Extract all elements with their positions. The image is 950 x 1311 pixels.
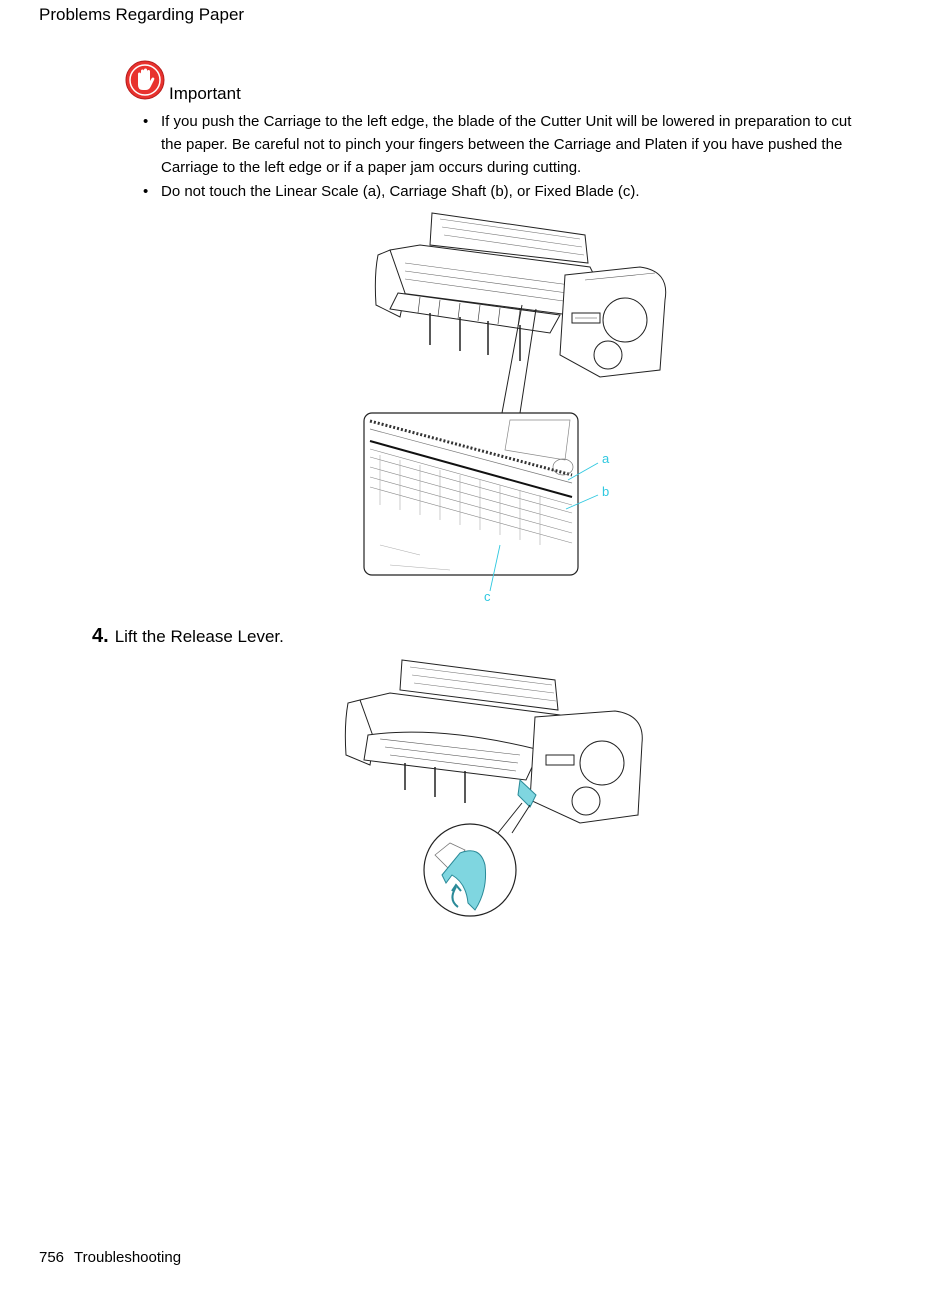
important-bullet-list bbox=[143, 110, 873, 204]
list-item bbox=[143, 110, 873, 179]
step-4 bbox=[92, 625, 284, 648]
bullet-icon: • bbox=[143, 183, 149, 200]
page-number: 756 bbox=[39, 1249, 65, 1266]
printer-illustration bbox=[375, 213, 665, 413]
release-lever-figure bbox=[340, 655, 655, 930]
step-text: Lift the Release Lever. bbox=[114, 627, 284, 646]
step-number: 4. bbox=[92, 625, 109, 647]
zoom-inset bbox=[364, 413, 578, 575]
bullet-text: Do not touch the Linear Scale (a), Carriage Shaft (b), or Fixed Blade (c). bbox=[161, 183, 640, 200]
callout-a: a bbox=[602, 451, 610, 466]
important-label: Important bbox=[169, 84, 241, 103]
page-header-title: Problems Regarding Paper bbox=[39, 5, 245, 24]
printer-carriage-figure bbox=[360, 205, 680, 605]
callout-c: c bbox=[484, 589, 491, 604]
bullet-text: If you push the Carriage to the left edge, the blade of the Cutter Unit will be lowered in preparation to cut the paper. Be careful not to pinch your fingers between the Carriage and Platen if you have pushed the Carriage to the left edge or if a paper jam occurs during cutting. bbox=[161, 113, 852, 176]
list-item bbox=[143, 180, 873, 203]
bullet-icon: • bbox=[143, 113, 149, 130]
page-footer bbox=[39, 1249, 181, 1266]
hand-stop-icon bbox=[125, 60, 165, 100]
callout-b: b bbox=[602, 484, 610, 499]
footer-section: Troubleshooting bbox=[74, 1249, 182, 1266]
